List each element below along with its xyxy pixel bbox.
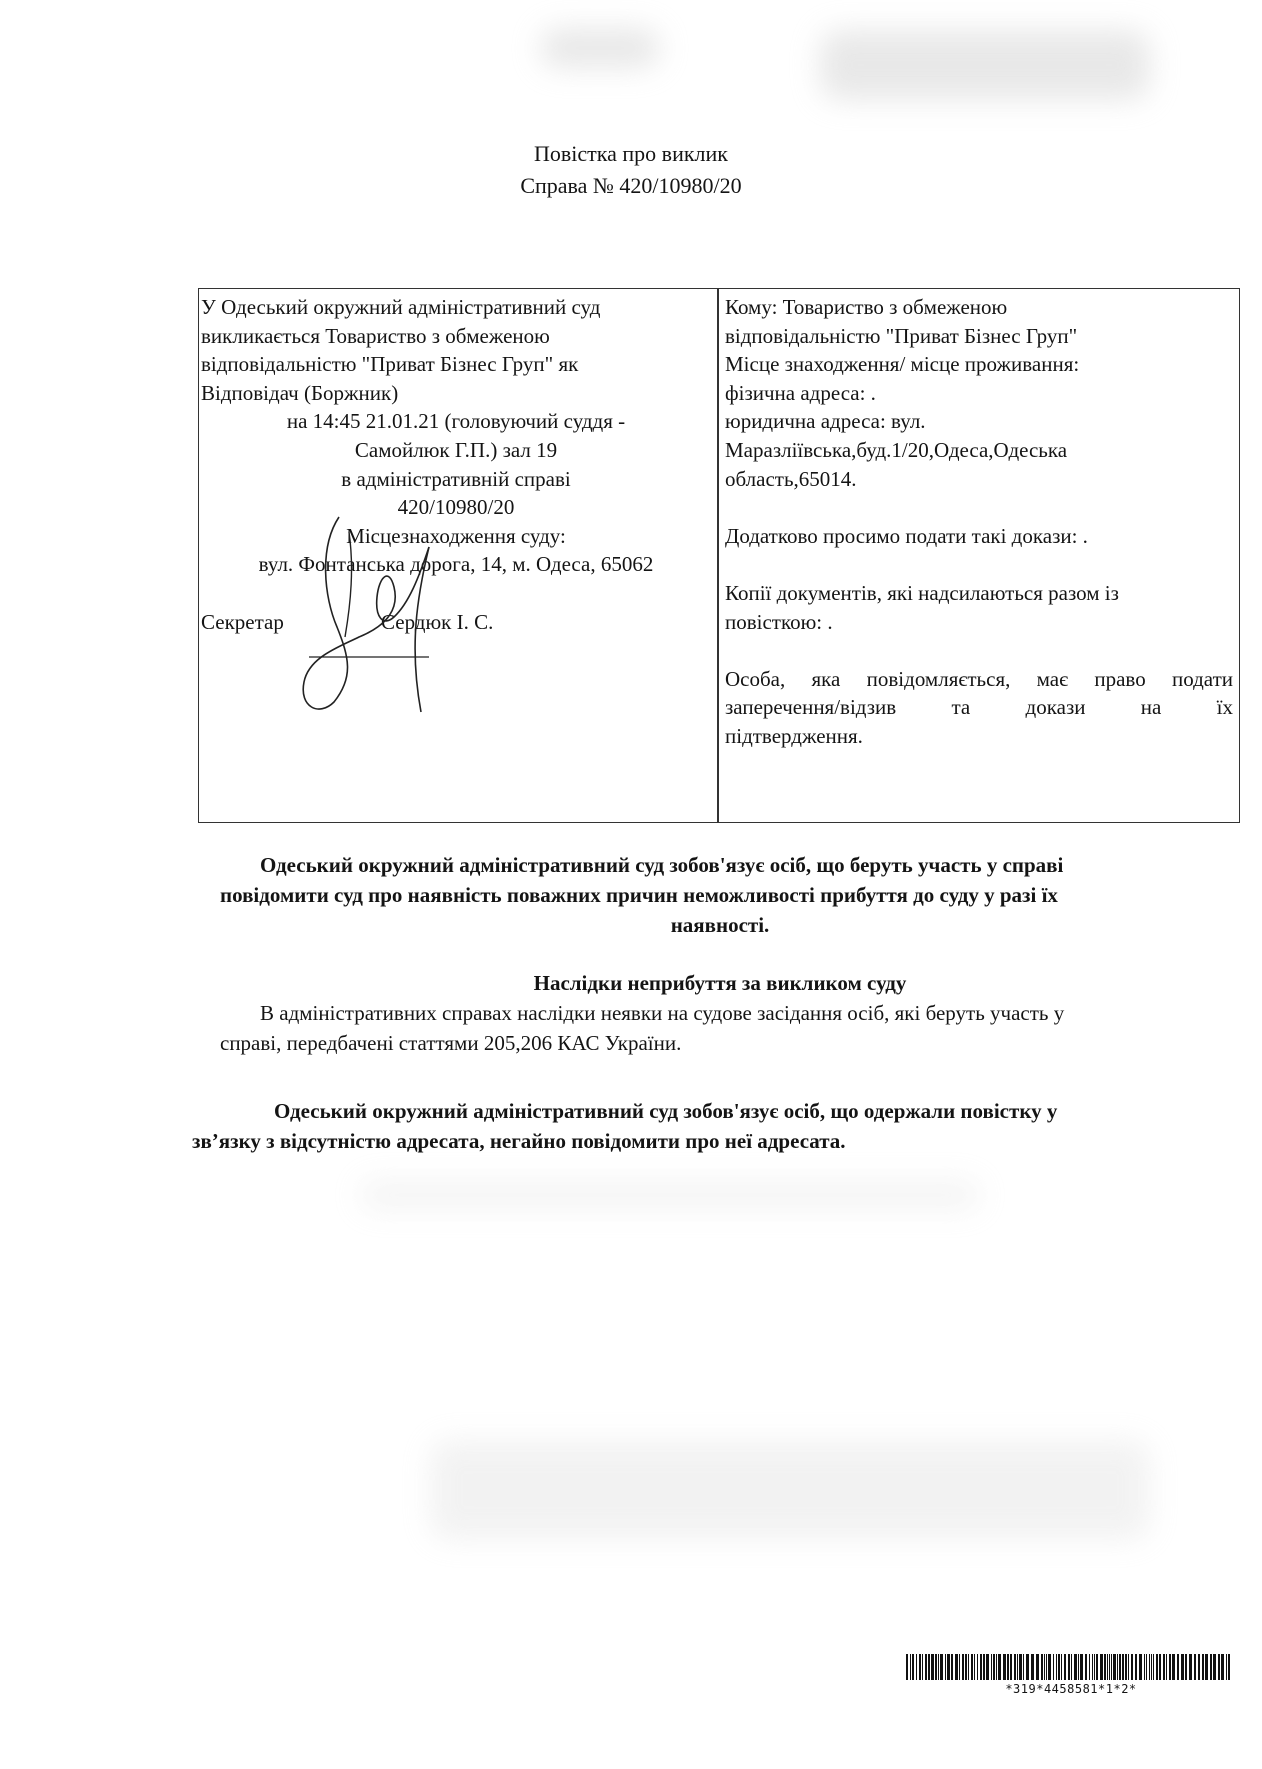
court-location-label: Місцезнаходження суду: [346,523,566,548]
rights-notice: Особа, яка повідомляється, має право подати [725,666,1233,691]
legal-address: Маразліївська,буд.1/20,Одеса,Одеська [725,437,1068,462]
case-number-inline: 420/10980/20 [397,495,515,520]
secretary-line [201,608,711,637]
summons-table [198,288,1240,823]
scan-artifact [820,30,1150,100]
obligation-notice: Одеський окружний адміністративний суд зобов'язує осіб, що беруть участь у справі повідомити суд про наявність поважних причин неможливості прибуття до суду у разі їх наявності. [220,853,1064,937]
recipient-absence-notice: Одеський окружний адміністративний суд зобов'язує осіб, що одержали повістку у зв’язку з відсутністю адресата, негайно повідомити про неї адресата. [192,1099,1058,1153]
court-line: відповідальністю "Приват Бізнес Груп" як [201,352,579,377]
court-line: викликається Товариство з обмеженою [201,323,550,348]
recipient-line: Місце знаходження/ місце проживання: [725,352,1080,377]
attached-copies: Копії документів, які надсилаються разом із [725,580,1119,605]
secretary-name: Сердюк І. С. [381,609,494,634]
recipient-line: Кому: Товариство з обмеженою [725,295,1008,319]
table-divider [717,289,719,822]
legal-address: область,65014. [725,466,857,491]
court-info-cell [201,293,711,636]
recipient-line: відповідальністю "Приват Бізнес Груп" [725,323,1078,348]
consequences-section: Наслідки неприбуття за викликом суду В адміністративних справах наслідки неявки на судове засідання осіб, які беруть участь у справі, передбачені статтями 205,206 КАС України. [200,968,1240,1058]
rights-notice: підтвердження. [725,723,863,748]
barcode [906,1654,1236,1680]
legal-address: юридична адреса: вул. [725,409,926,434]
rights-notice: заперечення/відзив та докази на їх [725,695,1233,720]
scan-artifact [430,1440,1150,1540]
court-address: вул. Фонтанська дорога, 14, м. Одеса, 65062 [258,552,654,577]
scan-artifact [360,1180,980,1210]
secretary-label: Секретар [201,609,284,634]
hearing-time: на 14:45 21.01.21 (головуючий суддя - [286,409,626,434]
court-line: в адміністративній справі [341,466,571,491]
handwritten-signature [279,507,439,717]
consequences-heading: Наслідки неприбуття за викликом суду [533,971,907,995]
recipient-cell [725,293,1233,751]
barcode-number: *319*4458581*1*2* [1005,1682,1137,1696]
scan-artifact [540,28,660,68]
case-number: Справа № 420/10980/20 [520,173,742,198]
physical-address: фізична адреса: . [725,380,876,405]
attached-copies: повісткою: . [725,609,833,634]
document-title: Повістка про виклик [534,141,728,166]
judge-hall: Самойлюк Г.П.) зал 19 [354,437,558,462]
court-line: Відповідач (Боржник) [201,380,399,405]
document-header [0,138,1262,202]
evidence-request: Додатково просимо подати такі докази: . [725,523,1088,548]
court-line: У Одеський окружний адміністративний суд [201,295,601,319]
